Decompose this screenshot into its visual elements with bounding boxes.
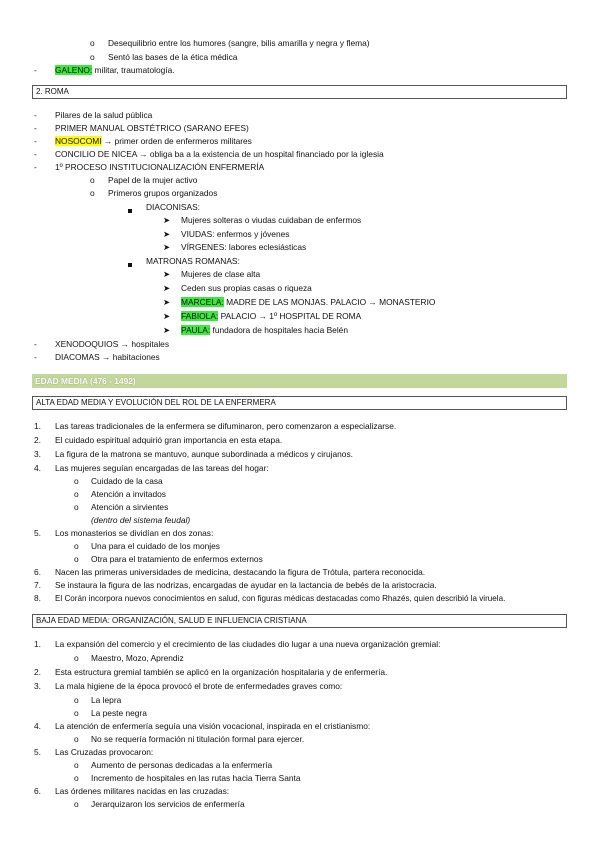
item-number: 2. [34,667,41,677]
list-item-text [181,297,435,308]
arrow-bullet-icon: ➤ [163,297,171,307]
highlight-term: NOSOCOMI [55,136,102,146]
list-item-text: Otra para el tratamiento de enfermos externos [91,554,263,564]
list-item-text: Pilares de la salud pública [55,110,153,120]
chapter-heading-edad-media: EDAD MEDIA (476 - 1492) [32,374,567,388]
highlight-term: GALENO: [55,65,93,75]
circle-bullet-icon: o [74,760,79,770]
list-item-text: Los monasterios se dividían en dos zonas: [55,528,214,538]
circle-bullet-icon: o [74,799,79,809]
arrow-bullet-icon: ➤ [163,311,171,321]
list-item-text: Jerarquizaron los servicios de enfermería [91,799,245,809]
highlight-term: MARCELA: [181,297,224,307]
item-number: 7. [34,580,41,590]
list-item-text: Atención a sirvientes [91,502,169,512]
list-item-text: El cuidado espiritual adquirió gran importancia en esta etapa. [55,435,283,445]
term-description: PALACIO → 1º HOSPITAL DE ROMA [218,311,362,321]
item-number: 4. [34,463,41,473]
dash-bullet-icon: - [34,352,37,362]
highlight-term: PAULA: [181,325,211,335]
circle-bullet-icon: o [74,489,79,499]
list-item-text: Ceden sus propias casas o riqueza [181,283,312,293]
list-item-text: Atención a invitados [91,489,166,499]
list-item-text: DIACOMAS → habitaciones [55,352,160,362]
list-item-text: Nacen las primeras universidades de medicina, destacando la figura de Trótula, partera reconocida. [55,567,426,577]
list-item-text: Se instaura la figura de las nodrizas, encargadas de ayudar en la lactancia de bebés de la aristocracia. [55,580,437,590]
list-item-text: La lepra [91,695,122,705]
circle-bullet-icon: o [74,554,79,564]
circle-bullet-icon: o [74,695,79,705]
list-item-text: Maestro, Mozo, Aprendiz [91,653,184,663]
arrow-bullet-icon: ➤ [163,269,171,279]
item-number: 8. [34,593,41,603]
section-heading-roma: 2. ROMA [32,85,567,99]
circle-bullet-icon: o [74,476,79,486]
list-item-text: Las órdenes militares nacidas en las cruzadas: [55,786,230,796]
list-item-text: Mujeres solteras o viudas cuidaban de enfermos [181,215,362,225]
circle-bullet-icon: o [90,38,95,48]
list-item-text: Papel de la mujer activo [108,175,198,185]
list-item-text: Esta estructura gremial también se aplicó en la organización hospitalaria y de enfermería. [55,667,388,677]
list-item-text: No se requería formación ni titulación formal para ejercer. [91,734,305,744]
dash-bullet-icon: - [34,65,37,75]
dash-bullet-icon: - [34,123,37,133]
note-text: (dentro del sistema feudal) [91,515,191,525]
item-number: 5. [34,528,41,538]
term-description: MADRE DE LAS MONJAS. PALACIO → MONASTERIO [223,297,436,307]
list-item-text: La expansión del comercio y el crecimiento de las ciudades dio lugar a una nueva organización gremial: [55,639,441,649]
list-item-text: Sentó las bases de la ética médica [108,52,238,62]
item-number: 3. [34,449,41,459]
section-heading-baja-edad-media: BAJA EDAD MEDIA: ORGANIZACIÓN, SALUD E INFLUENCIA CRISTIANA [32,614,567,628]
list-item-text: CONCILIO DE NICEA → obliga ba a la existencia de un hospital financiado por la iglesia [55,149,384,159]
item-number: 1. [34,639,41,649]
square-bullet-icon [128,205,142,216]
item-number: 6. [34,786,41,796]
item-number: 6. [34,567,41,577]
list-item-text [181,325,348,336]
dash-bullet-icon: - [34,339,37,349]
arrow-bullet-icon: ➤ [163,242,171,252]
circle-bullet-icon: o [74,502,79,512]
item-number: 4. [34,721,41,731]
list-item-text: VIUDAS: enfermos y jóvenes [181,229,290,239]
circle-bullet-icon: o [74,653,79,663]
list-item-text: MATRONAS ROMANAS: [146,256,240,266]
circle-bullet-icon: o [90,188,95,198]
section-heading-alta-edad-media: ALTA EDAD MEDIA Y EVOLUCIÓN DEL ROL DE LA ENFERMERA [32,396,567,410]
list-item-text: El Corán incorpora nuevos conocimientos en salud, con figuras médicas destacadas como Rhazés, quien describió la viruela. [55,594,506,603]
dash-bullet-icon: - [34,162,37,172]
square-bullet-icon [128,259,142,270]
dash-bullet-icon: - [34,149,37,159]
list-item-text: DIACONISAS: [146,202,200,212]
circle-bullet-icon: o [90,52,95,62]
list-item-text: XENODOQUIOS → hospitales [55,339,170,349]
list-item-text: Las Cruzadas provocaron: [55,747,154,757]
list-item-text: La peste negra [91,708,147,718]
list-item-text [55,136,252,147]
circle-bullet-icon: o [74,541,79,551]
list-item-text: Las tareas tradicionales de la enfermera se difuminaron, pero comenzaron a especializarse. [55,421,397,431]
list-item-text: Aumento de personas dedicadas a la enfermería [91,760,273,770]
arrow-bullet-icon: ➤ [163,229,171,239]
list-item-text: La atención de enfermería seguía una visión vocacional, inspirada en el cristianismo: [55,721,371,731]
circle-bullet-icon: o [74,708,79,718]
circle-bullet-icon: o [90,175,95,185]
list-item-text: PRIMER MANUAL OBSTÉTRICO (SARANO EFES) [55,123,249,133]
dash-bullet-icon: - [34,110,37,120]
circle-bullet-icon: o [74,773,79,783]
arrow-bullet-icon: ➤ [163,215,171,225]
list-item-text: Primeros grupos organizados [108,188,218,198]
item-number: 1. [34,421,41,431]
arrow-bullet-icon: ➤ [163,325,171,335]
list-item-text: Incremento de hospitales en las rutas hacia Tierra Santa [91,773,301,783]
list-item-text [181,311,361,322]
list-item-text: La mala higiene de la época provocó el brote de enfermedades graves como: [55,681,343,691]
term-description: fundadora de hospitales hacia Belén [210,325,348,335]
list-item-text: Mujeres de clase alta [181,269,261,279]
term-description: militar, traumatología. [92,65,175,75]
dash-bullet-icon: - [34,136,37,146]
item-number: 3. [34,681,41,691]
list-item-text: Desequilibrio entre los humores (sangre, bilis amarilla y negra y flema) [108,38,370,48]
arrow-bullet-icon: ➤ [163,283,171,293]
list-item-text: VÍRGENES: labores eclesiásticas [181,242,307,252]
highlight-term: FABIOLA: [181,311,219,321]
list-item-text: Cuidado de la casa [91,476,163,486]
list-item-text: Una para el cuidado de los monjes [91,541,220,551]
circle-bullet-icon: o [74,734,79,744]
item-number: 2. [34,435,41,445]
list-item-text: Las mujeres seguían encargadas de las tareas del hogar: [55,463,269,473]
item-number: 5. [34,747,41,757]
list-item-text [55,65,175,76]
term-description: → primer orden de enfermeros militares [101,136,252,146]
list-item-text: 1º PROCESO INSTITUCIONALIZACIÓN ENFERMERÍA [55,162,265,172]
list-item-text: La figura de la matrona se mantuvo, aunque subordinada a médicos y cirujanos. [55,449,353,459]
